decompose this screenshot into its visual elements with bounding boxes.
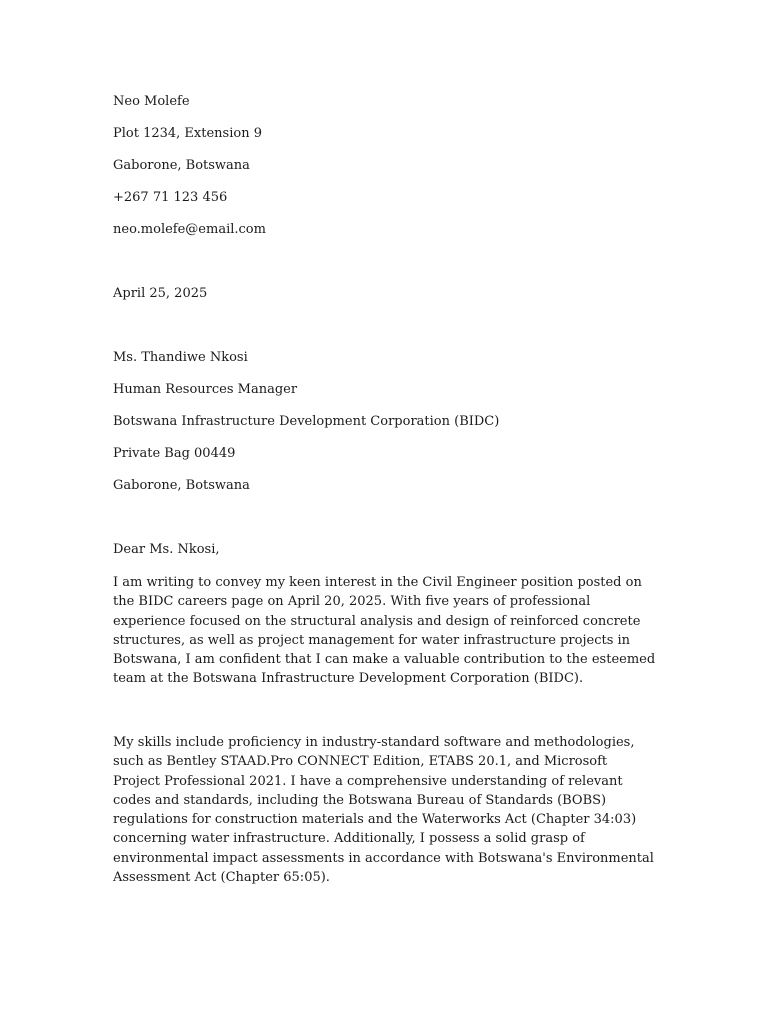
sender-address-line2: Gaborone, Botswana <box>113 158 250 173</box>
sender-email: neo.molefe@email.com <box>113 222 266 237</box>
recipient-organization: Botswana Infrastructure Development Corporation (BIDC) <box>113 414 500 429</box>
sender-address-line1: Plot 1234, Extension 9 <box>113 126 262 141</box>
body-paragraph-1: I am writing to convey my keen interest in the Civil Engineer position posted on the BIDC careers page on April 20, 2025. With five years of professional experience focused on the structural analysis and design of reinforced concrete structures, as well as project management for water infrastructure projects in Botswana, I am confident that I can make a valuable contribution to the esteemed team at the Botswana Infrastructure Development Corporation (BIDC). <box>113 575 656 687</box>
recipient-address-line1: Private Bag 00449 <box>113 446 236 461</box>
body-paragraph-2: My skills include proficiency in industry-standard software and methodologies, such as Bentley STAAD.Pro CONNECT Edition, ETABS 20.1, and Microsoft Project Professional 2021. I have a comprehensive understanding of relevant codes and standards, including the Botswana Bureau of Standards (BOBS) regulations for construction materials and the Waterworks Act (Chapter 34:03) concerning water infrastructure. Additionally, I possess a solid grasp of environmental impact assessments in accordance with Botswana's Environmental Assessment Act (Chapter 65:05). <box>113 735 654 886</box>
recipient-address-line2: Gaborone, Botswana <box>113 478 250 493</box>
salutation: Dear Ms. Nkosi, <box>113 542 220 557</box>
recipient-title: Human Resources Manager <box>113 382 298 397</box>
sender-phone: +267 71 123 456 <box>113 190 228 205</box>
sender-name: Neo Molefe <box>113 94 190 109</box>
recipient-name: Ms. Thandiwe Nkosi <box>113 350 248 365</box>
letter-date: April 25, 2025 <box>113 286 208 301</box>
